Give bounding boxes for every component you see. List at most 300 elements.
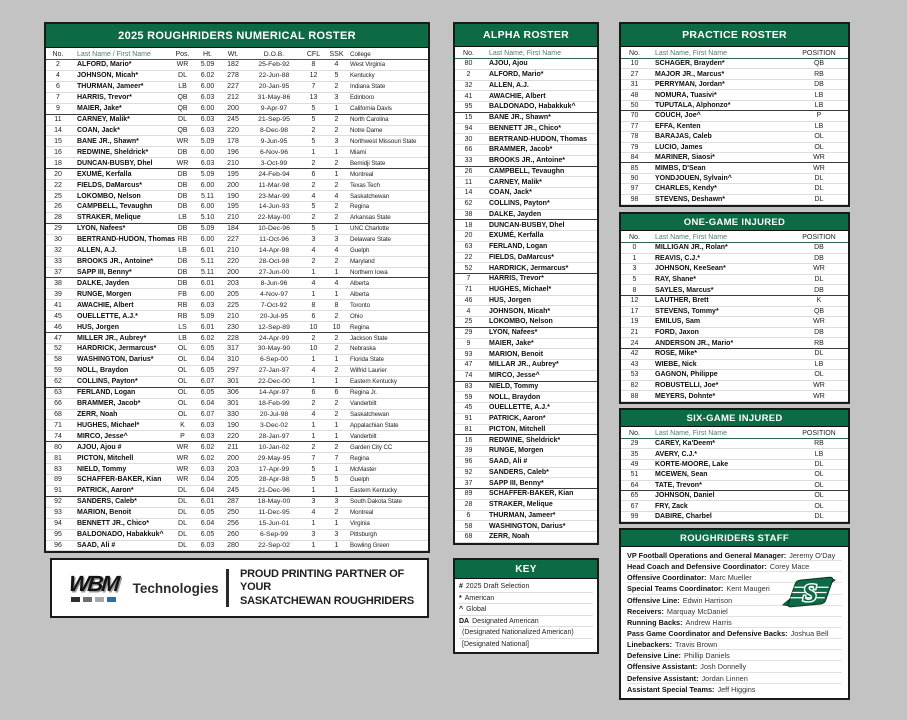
cell-cfl: 12	[309, 72, 318, 80]
cell-no: 6	[466, 511, 471, 519]
cell-role: Offensive Coordinator:	[627, 573, 707, 583]
cell-ssk: 1	[334, 225, 339, 233]
cell-college: UNC Charlotte	[350, 225, 389, 233]
table-row	[455, 446, 597, 457]
alpha-roster-table	[455, 59, 597, 543]
cell-cfl: 2	[311, 258, 316, 266]
cell-name: MAJOR JR., Marcus*	[655, 70, 725, 78]
cell-posn: OL	[814, 471, 824, 479]
cell-name: MILLER JR., Aubrey*	[77, 334, 147, 342]
cell-ht: 5.11	[200, 268, 215, 276]
cell-pos: RB	[177, 236, 188, 244]
cell-name: ZERR, Noah	[489, 533, 530, 541]
table-row	[455, 124, 597, 135]
table-row	[46, 344, 428, 355]
table-row	[455, 188, 597, 199]
cell-dob: 6-Nov-96	[260, 148, 288, 156]
cell-name: SCHAFFER-BAKER, Kian	[77, 476, 162, 484]
cell-wt: 205	[227, 476, 239, 484]
table-row	[455, 339, 597, 350]
cell-no: 39	[464, 447, 473, 455]
cell-no: 97	[630, 185, 639, 193]
practice-roster-title: PRACTICE ROSTER	[621, 24, 848, 47]
cell-name: DUNCAN-BUSBY, Dhel	[77, 159, 153, 167]
cell-ssk: 5	[334, 476, 339, 484]
cell-wt: 227	[227, 83, 239, 91]
cell-name: NOLL, Braydon	[489, 393, 541, 401]
table-row	[46, 147, 428, 158]
cell-mark: DA	[459, 617, 470, 625]
cell-cfl: 3	[311, 236, 316, 244]
cell-college: Texas Tech	[350, 181, 380, 189]
cell-name: SCHAGER, Brayden*	[655, 60, 725, 68]
table-row	[455, 167, 597, 178]
cell-ssk: 6	[334, 389, 339, 397]
cell-ht: 5.11	[200, 192, 215, 200]
cell-name: BROOKS JR., Antoine*	[77, 258, 153, 266]
cell-ht: 6.02	[200, 72, 215, 80]
cell-role: Offensive Assistant:	[627, 662, 698, 672]
cell-dob: 23-Mar-99	[258, 192, 290, 200]
table-row	[455, 349, 597, 360]
cell-ht: 5.09	[200, 137, 215, 145]
table-row	[455, 457, 597, 468]
cell-ssk: 2	[334, 126, 339, 134]
cell-college: South Dakota State	[350, 498, 402, 506]
table-row	[46, 333, 428, 344]
cell-dob: 12-Sep-89	[258, 323, 290, 331]
cell-no: 67	[630, 502, 639, 510]
cell-posn: K	[816, 297, 822, 305]
cell-ht: 6.05	[200, 389, 215, 397]
table-row	[46, 278, 428, 289]
cell-wt: 210	[227, 312, 239, 320]
table-row	[621, 254, 848, 265]
cell-dob: 22-Sep-02	[258, 542, 290, 550]
cell-cfl: 1	[311, 487, 316, 495]
cell-posn: RB	[814, 70, 824, 78]
cell-name: HUS, Jorgen	[77, 323, 120, 331]
cell-ht: 6.00	[200, 290, 215, 298]
key-section	[453, 558, 599, 654]
cell-dob: 7-Oct-92	[260, 301, 288, 309]
cell-pos: FB	[178, 290, 187, 298]
cell-cfl: 3	[311, 531, 316, 539]
cell-no: 35	[630, 450, 639, 458]
cell-no: 62	[464, 200, 473, 208]
cell-pos: RB	[177, 312, 188, 320]
cell-name: FORD, Jaxon	[655, 329, 699, 337]
table-row	[627, 650, 842, 661]
cell-dob: 18-Feb-99	[258, 400, 290, 408]
numerical-header-row	[46, 50, 428, 60]
cell-wt: 182	[227, 61, 239, 69]
cell-no: 74	[54, 432, 62, 440]
cell-pos: DB	[177, 181, 188, 189]
table-row	[46, 126, 428, 137]
cell-name: SAPP III, Benny*	[77, 268, 132, 276]
cell-dob: 24-Apr-99	[258, 334, 290, 342]
table-row	[621, 264, 848, 275]
table-row	[46, 410, 428, 421]
cell-dob: 3-Dec-02	[260, 421, 288, 429]
cell-no: 14	[464, 189, 473, 197]
cell-college: Alberta	[350, 290, 369, 298]
cell-wt: 317	[227, 345, 239, 353]
cell-dob: 11-Dec-95	[258, 509, 290, 517]
cell-no: 22	[54, 181, 62, 189]
cell-name: DABIRE, Charbel	[655, 512, 712, 520]
cell-ssk: 3	[334, 531, 339, 539]
cell-no: 27	[630, 70, 639, 78]
table-row	[455, 306, 597, 317]
one-game-injured-section	[619, 212, 850, 404]
table-row	[455, 489, 597, 500]
cell-name: Jordan Linnen	[701, 673, 748, 683]
cell-no: 83	[54, 465, 62, 473]
cell-ht: 6.01	[200, 498, 215, 506]
cell-cfl: 2	[311, 181, 316, 189]
table-row	[46, 388, 428, 399]
cell-wt: 203	[227, 279, 239, 287]
cell-dob: 28-Oct-98	[258, 258, 290, 266]
cell-wt: 280	[227, 542, 239, 550]
cell-college: West Virginia	[350, 61, 385, 69]
cell-name: ROSE, Mike*	[655, 350, 698, 358]
table-row	[46, 497, 428, 508]
table-row	[621, 307, 848, 318]
cell-cfl: 2	[311, 443, 316, 451]
cell-college: Indiana State	[350, 83, 386, 91]
cell-name: MARION, Benoit	[489, 350, 544, 358]
cell-name: NIELD, Tommy	[489, 382, 539, 390]
cell-wt: 200	[227, 454, 239, 462]
cell-pos: DL	[178, 520, 187, 528]
header-no: No.	[463, 50, 474, 57]
cell-pos: LB	[178, 247, 187, 255]
cell-posn: DL	[814, 185, 824, 193]
table-row	[621, 195, 848, 205]
numerical-roster-title: 2025 ROUGHRIDERS NUMERICAL ROSTER	[46, 24, 428, 48]
cell-dob: 30-May-90	[257, 345, 291, 353]
table-row	[621, 243, 848, 254]
cell-no: 83	[464, 382, 473, 390]
cell-pos: RB	[177, 301, 188, 309]
table-row	[455, 500, 597, 511]
cell-dob: 14-Apr-98	[258, 247, 290, 255]
cell-pos: DL	[178, 116, 187, 124]
table-row	[455, 521, 597, 532]
cell-dob: 20-Jul-95	[259, 312, 289, 320]
cell-dob: 8-Dec-98	[260, 126, 288, 134]
table-row	[455, 328, 597, 339]
cell-ssk: 2	[334, 443, 339, 451]
cell-cfl: 3	[311, 498, 316, 506]
cell-posn: WR	[813, 392, 825, 400]
sponsor-tagline-line2: SASKATCHEWAN ROUGHRIDERS	[239, 594, 415, 607]
table-row	[455, 360, 597, 371]
cell-pos: DB	[177, 170, 188, 178]
cell-ht: 6.03	[200, 126, 215, 134]
cell-wt: 310	[227, 356, 239, 364]
cell-role: Receivers:	[627, 606, 664, 616]
cell-role: Head Coach and Defensive Coordinator:	[627, 562, 767, 572]
cell-ssk: 2	[334, 258, 339, 266]
table-row	[455, 285, 597, 296]
table-row	[455, 231, 597, 242]
table-row	[455, 81, 597, 92]
cell-no: 8	[632, 286, 637, 294]
cell-text: Global	[466, 606, 487, 613]
cell-name: WIEBE, Nick	[655, 360, 697, 368]
cell-no: 99	[630, 512, 639, 520]
cell-dob: 21-Sep-95	[258, 116, 290, 124]
cell-cfl: 8	[311, 301, 316, 309]
cell-no: 62	[54, 378, 62, 386]
cell-ht: 6.00	[200, 148, 215, 156]
cell-pos: DB	[177, 192, 188, 200]
six-game-header-row	[621, 429, 848, 439]
cell-ssk: 2	[334, 116, 339, 124]
cell-ht: 6.03	[200, 432, 215, 440]
cell-role: Pass Game Coordinator and Defensive Backs:	[627, 628, 788, 638]
cell-wt: 220	[227, 126, 239, 134]
table-row	[621, 101, 848, 111]
cell-name: MAIER, Jake*	[489, 339, 534, 347]
table-row	[46, 486, 428, 497]
cell-no: 81	[54, 454, 62, 462]
cell-name: FERLAND, Logan	[489, 243, 548, 251]
cell-no: 59	[54, 367, 62, 375]
cell-name: LYON, Nafees*	[77, 225, 126, 233]
table-row	[621, 317, 848, 328]
table-row	[621, 153, 848, 163]
cell-name: NOLL, Braydon	[77, 367, 129, 375]
cell-ssk: 2	[334, 159, 339, 167]
cell-no: 3	[632, 265, 637, 273]
table-row	[455, 177, 597, 188]
cell-posn: RB	[814, 339, 824, 347]
cell-ht: 6.01	[200, 323, 215, 331]
cell-role: Defensive Assistant:	[627, 673, 699, 683]
table-row	[621, 174, 848, 184]
cell-name: LUCIO, James	[655, 143, 703, 151]
cell-mark: ^	[459, 606, 464, 613]
cell-name: CAREY, Ka'Deem*	[655, 440, 716, 448]
cell-dob: 10-Jan-02	[258, 443, 290, 451]
cell-name: ALFORD, Mario*	[77, 61, 132, 69]
cell-no: 41	[464, 92, 473, 100]
table-row	[46, 377, 428, 388]
table-row	[46, 60, 428, 71]
cell-college: Ohio	[350, 312, 363, 320]
cell-posn: OL	[814, 143, 824, 151]
cell-college: Notre Dame	[350, 126, 383, 134]
table-row	[46, 541, 428, 552]
cell-name: PATRICK, Aaron*	[489, 415, 546, 423]
table-row	[46, 169, 428, 180]
cell-name: BERTRAND-HUDON, Thomas	[489, 135, 587, 143]
cell-cfl: 5	[311, 465, 316, 473]
cell-cfl: 1	[311, 421, 316, 429]
cell-name: NOMURA, Tuasivi*	[655, 91, 717, 99]
header-name: Last Name, First Name	[655, 430, 727, 437]
cell-no: 30	[464, 135, 473, 143]
cell-college: Florida State	[350, 356, 384, 364]
cell-pos: DB	[177, 148, 188, 156]
cell-ssk: 1	[334, 421, 339, 429]
cell-name: PICTON, Mitchell	[489, 425, 546, 433]
table-row	[455, 70, 597, 81]
cell-pos: LB	[178, 83, 187, 91]
cell-posn: WR	[813, 318, 825, 326]
cell-name: Josh Donnelly	[700, 662, 747, 672]
cell-ssk: 1	[334, 432, 339, 440]
cell-no: 63	[464, 243, 473, 251]
cell-ht: 6.01	[200, 279, 215, 287]
staff-title: ROUGHRIDERS STAFF	[621, 530, 848, 547]
cell-no: 37	[54, 268, 62, 276]
cell-name: MEYERS, Dohnte*	[655, 392, 716, 400]
key-title: KEY	[455, 560, 597, 579]
cell-pos: OL	[177, 410, 188, 418]
cell-wt: 228	[227, 334, 239, 342]
cell-name: MIMBS, D'Sean	[655, 164, 706, 172]
cell-posn: WR	[813, 382, 825, 390]
cell-name: ROBUSTELLI, Joe*	[655, 382, 719, 390]
cell-no: 52	[54, 345, 62, 353]
cell-wt: 256	[227, 520, 239, 528]
cell-wt: 178	[227, 137, 239, 145]
cell-ht: 5.09	[200, 312, 215, 320]
cell-pos: OL	[177, 378, 188, 386]
cell-ht: 5.09	[200, 170, 215, 178]
table-row	[621, 132, 848, 142]
staff-section	[619, 528, 850, 700]
table-row	[455, 145, 597, 156]
cell-role: Assistant Special Teams:	[627, 684, 715, 694]
table-row	[46, 158, 428, 169]
cell-college: Regina Jr.	[350, 389, 377, 397]
cell-no: 91	[464, 415, 473, 423]
table-row	[46, 71, 428, 82]
cell-no: 33	[54, 258, 62, 266]
cell-name: COLLINS, Payton*	[77, 378, 138, 386]
cell-ssk: 3	[334, 137, 339, 145]
table-row	[459, 639, 593, 651]
cell-posn: QB	[813, 60, 825, 68]
cell-ht: 6.04	[200, 476, 215, 484]
cell-posn: WR	[813, 154, 825, 162]
table-row	[46, 213, 428, 224]
cell-no: 42	[630, 350, 639, 358]
cell-ht: 6.02	[200, 334, 215, 342]
cell-name: FIELDS, DaMarcus*	[77, 181, 142, 189]
cell-name: MIRCO, Jesse^	[489, 372, 540, 380]
cell-college: Regina	[350, 323, 370, 331]
cell-wt: 301	[227, 378, 239, 386]
cell-no: 17	[630, 307, 639, 315]
cell-posn: DL	[814, 276, 824, 284]
cell-name: THURMAN, Jameer*	[489, 511, 556, 519]
cell-name: AWACHIE, Albert	[77, 301, 134, 309]
cell-name: WASHINGTON, Darius*	[489, 522, 566, 530]
cell-no: 93	[464, 350, 473, 358]
cell-ssk: 1	[334, 105, 339, 113]
cell-cfl: 4	[311, 247, 316, 255]
cell-no: 47	[464, 361, 473, 369]
cell-no: 5	[632, 276, 637, 284]
cell-name: SAPP III, Benny*	[489, 479, 544, 487]
cell-no: 12	[630, 297, 639, 305]
cell-no: 95	[54, 531, 62, 539]
table-row	[621, 449, 848, 459]
table-row	[455, 220, 597, 231]
cell-pos: OL	[177, 400, 188, 408]
cell-college: Saskatchewan	[350, 410, 390, 418]
cell-college: Regina	[350, 203, 370, 211]
cell-ht: 6.05	[200, 509, 215, 517]
cell-pos: DB	[177, 268, 188, 276]
cell-no: 81	[464, 425, 473, 433]
cell-cfl: 2	[311, 334, 316, 342]
cell-pos: DB	[177, 279, 188, 287]
table-row	[627, 684, 842, 695]
cell-no: 32	[54, 247, 62, 255]
cell-no: 1	[632, 254, 637, 262]
cell-cfl: 6	[311, 312, 316, 320]
cell-pos: OL	[177, 345, 188, 353]
cell-name: LOKOMBO, Nelson	[77, 192, 141, 200]
table-row	[621, 391, 848, 402]
cell-pos: DL	[178, 498, 187, 506]
table-row	[46, 530, 428, 541]
cell-ht: 6.05	[200, 531, 215, 539]
cell-ht: 5.11	[200, 258, 215, 266]
cell-no: 43	[630, 360, 639, 368]
table-row	[621, 512, 848, 522]
cell-college: Northwest Missouri State	[350, 137, 417, 145]
cell-ssk: 1	[334, 170, 339, 178]
cell-dob: 20-Jan-95	[258, 83, 290, 91]
wbm-logo-squares	[64, 597, 123, 602]
cell-ssk: 2	[334, 367, 339, 375]
cell-posn: DL	[814, 175, 824, 183]
cell-college: Vanderbilt	[350, 400, 377, 408]
cell-cfl: 2	[311, 126, 316, 134]
cell-wt: 210	[227, 159, 239, 167]
cell-posn: DB	[814, 254, 824, 262]
cell-dob: 22-Jun-88	[258, 72, 290, 80]
cell-no: 48	[630, 91, 639, 99]
cell-dob: 4-Nov-97	[260, 290, 288, 298]
cell-college: McMaster	[350, 465, 377, 473]
cell-college: Alberta	[350, 279, 369, 287]
cell-pos: WR	[176, 476, 189, 484]
table-row	[455, 199, 597, 210]
table-row	[621, 163, 848, 173]
cell-no: 98	[630, 195, 639, 203]
cell-name: JOHNSON, KeeSean*	[655, 265, 726, 273]
key-list	[455, 579, 597, 652]
cell-ssk: 4	[334, 192, 339, 200]
cell-name: DALKE, Jayden	[77, 279, 130, 287]
cell-name: YONDJOUEN, Sylvain^	[655, 175, 732, 183]
cell-wt: 200	[227, 181, 239, 189]
cell-college: Appalachian State	[350, 421, 399, 429]
table-row	[455, 478, 597, 489]
cell-posn: OL	[814, 492, 824, 500]
